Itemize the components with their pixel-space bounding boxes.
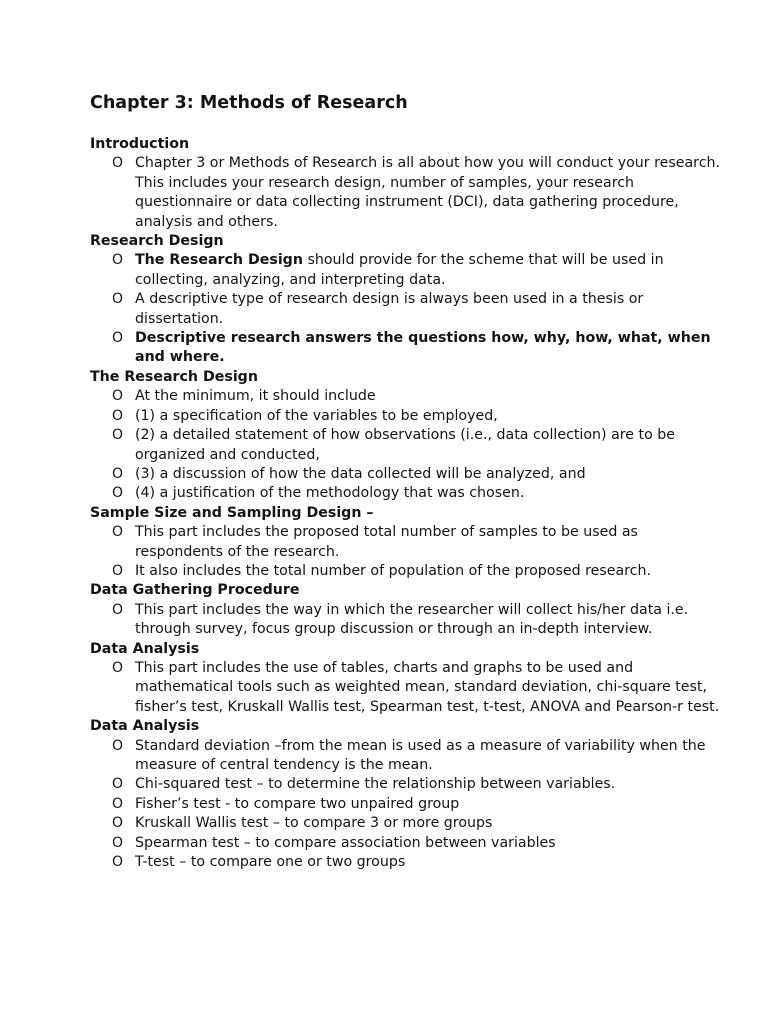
list-item — [90, 465, 728, 484]
bullet-icon: O — [112, 330, 124, 347]
bullet-list — [90, 659, 728, 717]
list-item-text: Chi-squared test – to determine the relationship between variables. — [135, 776, 616, 793]
list-item — [90, 484, 728, 503]
bullet-icon: O — [112, 252, 124, 269]
section-heading: Data Gathering Procedure — [90, 582, 300, 599]
list-item-text: This part includes the proposed total number of samples to be used as respondents of the research. — [135, 524, 638, 560]
bullet-icon: O — [112, 388, 124, 405]
list-item-bold-text: The Research Design — [135, 252, 303, 269]
list-item-text: should provide for the scheme that will be used in collecting, analyzing, and interpreting data. — [135, 252, 664, 288]
bullet-icon: O — [112, 465, 124, 482]
list-item — [90, 601, 728, 640]
document-body — [90, 135, 728, 872]
list-item-text: T-test – to compare one or two groups — [135, 854, 406, 871]
list-item — [90, 154, 728, 232]
list-item-text: Chapter 3 or Methods of Research is all about how you will conduct your research. This includes your research design, number of samples, your research questionnaire or data collecting instrument (DCI), data gathering procedure, analysis and others. — [135, 155, 720, 230]
bullet-icon: O — [112, 854, 124, 871]
list-item — [90, 814, 728, 833]
list-item-text: Fisher’s test - to compare two unpaired group — [135, 795, 460, 812]
bullet-icon: O — [112, 659, 124, 676]
bullet-icon: O — [112, 291, 124, 308]
bullet-icon: O — [112, 601, 124, 618]
list-item-text: It also includes the total number of population of the proposed research. — [135, 562, 651, 579]
bullet-list — [90, 251, 728, 367]
bullet-icon: O — [112, 562, 124, 579]
list-item — [90, 426, 728, 465]
list-item-text: (1) a specification of the variables to be employed, — [135, 407, 498, 424]
list-item-text: This part includes the use of tables, charts and graphs to be used and mathematical tools such as weighted mean, standard deviation, chi-square test, fisher’s test, Kruskall Wallis test, Spearman test, t-test, ANOVA and Pearson-r test. — [135, 659, 720, 715]
list-item — [90, 329, 728, 368]
section-heading: The Research Design — [90, 368, 258, 385]
bullet-icon: O — [112, 155, 124, 172]
list-item-text: Kruskall Wallis test – to compare 3 or more groups — [135, 815, 493, 832]
list-item-text: At the minimum, it should include — [135, 388, 376, 405]
list-item-text: This part includes the way in which the researcher will collect his/her data i.e. through survey, focus group discussion or through an in-depth interview. — [135, 601, 689, 638]
list-item-text: (3) a discussion of how the data collected will be analyzed, and — [135, 465, 586, 482]
bullet-list — [90, 523, 728, 581]
list-item — [90, 407, 728, 426]
bullet-icon: O — [112, 524, 124, 541]
list-item — [90, 834, 728, 853]
list-item-bold-text: Descriptive research answers the questions how, why, how, what, when and where. — [135, 330, 711, 366]
section-heading: Data Analysis — [90, 640, 200, 657]
list-item — [90, 737, 728, 776]
bullet-icon: O — [112, 776, 124, 793]
bullet-list — [90, 601, 728, 640]
bullet-icon: O — [112, 407, 124, 424]
section-heading: Introduction — [90, 136, 190, 152]
list-item — [90, 387, 728, 406]
section-heading: Research Design — [90, 233, 224, 250]
list-item — [90, 775, 728, 794]
list-item — [90, 251, 728, 290]
section-heading: Sample Size and Sampling Design – — [90, 504, 374, 521]
list-item-text: A descriptive type of research design is always been used in a thesis or dissertation. — [135, 291, 644, 327]
section-heading: Data Analysis — [90, 718, 200, 735]
list-item — [90, 795, 728, 814]
bullet-icon: O — [112, 795, 124, 812]
bullet-list — [90, 154, 728, 232]
list-item — [90, 523, 728, 562]
list-item-text: Standard deviation –from the mean is used as a measure of variability when the measure of central tendency is the mean. — [135, 737, 706, 773]
bullet-list — [90, 387, 728, 503]
list-item-text: (2) a detailed statement of how observations (i.e., data collection) are to be organized and conducted, — [135, 427, 676, 463]
list-item — [90, 853, 728, 872]
bullet-icon: O — [112, 815, 124, 832]
list-item-text: Spearman test – to compare association between variables — [135, 834, 556, 851]
list-item-text: (4) a justification of the methodology that was chosen. — [135, 485, 525, 502]
list-item — [90, 562, 728, 581]
page-title: Chapter 3: Methods of Research — [90, 93, 408, 113]
bullet-icon: O — [112, 427, 124, 444]
bullet-icon: O — [112, 485, 124, 502]
list-item — [90, 290, 728, 329]
bullet-icon: O — [112, 834, 124, 851]
bullet-list — [90, 737, 728, 873]
bullet-icon: O — [112, 737, 124, 754]
list-item — [90, 659, 728, 717]
